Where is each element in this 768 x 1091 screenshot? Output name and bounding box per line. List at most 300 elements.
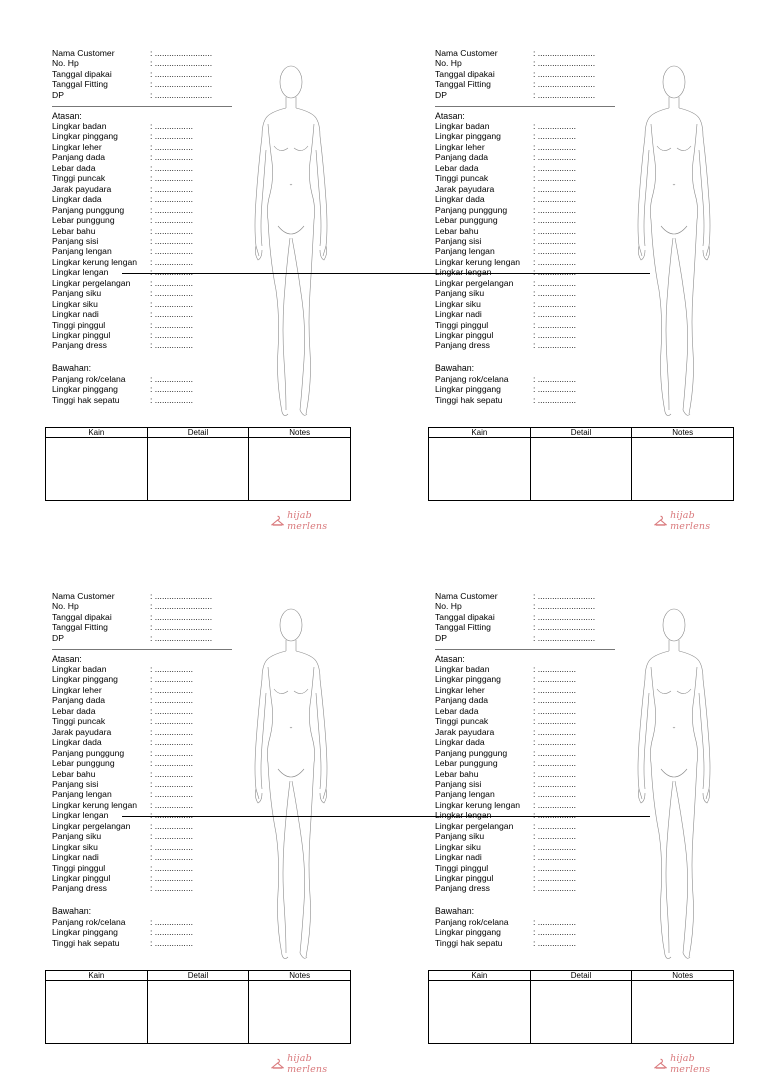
field-blank: : ........................ [533, 591, 596, 601]
table-col-kain [429, 971, 531, 1043]
field-blank: : ................ [533, 141, 576, 152]
field-label: Jarak payudara [52, 726, 112, 737]
field-blank: : ................ [150, 319, 193, 330]
field-label: Lingkar leher [52, 141, 102, 152]
field-blank: : ................ [533, 121, 576, 131]
notes-table [428, 427, 734, 501]
form-field-row [52, 79, 212, 89]
field-blank: : ................ [533, 758, 576, 769]
field-blank: : ................ [150, 131, 193, 142]
form-field-row [52, 173, 193, 183]
field-blank: : ................ [533, 695, 576, 706]
form-field-row [52, 90, 212, 100]
field-label: Lingkar badan [52, 664, 107, 674]
field-blank: : ................ [150, 141, 193, 152]
form-field-row [435, 938, 576, 948]
field-blank: : ................ [150, 374, 193, 384]
form-field-row [52, 184, 193, 194]
field-blank: : ................ [533, 384, 576, 395]
field-label: Lebar dada [435, 162, 479, 173]
field-blank: : ................ [533, 267, 576, 278]
form-field-row [52, 706, 193, 716]
field-label: Nama Customer [52, 48, 115, 58]
form-field-row [435, 779, 576, 789]
field-label: Tanggal Fitting [435, 622, 491, 633]
form-field-row [52, 226, 193, 236]
field-label: Lingkar lengan [435, 267, 492, 278]
field-blank: : ................ [533, 883, 576, 894]
form-field-row [52, 748, 193, 758]
field-blank: : ................ [150, 768, 193, 779]
form-field-row [435, 633, 595, 643]
hanger-icon [271, 1058, 284, 1070]
field-blank: : ................ [533, 726, 576, 737]
field-blank: : ................ [150, 256, 193, 267]
form-field-row [435, 121, 576, 131]
strike-line [122, 273, 650, 274]
section-title-atasan: Atasan: [52, 111, 82, 121]
field-blank: : ................ [533, 768, 576, 779]
form-field-row [52, 246, 193, 256]
field-label: Panjang dress [435, 883, 490, 894]
field-blank: : ................ [150, 695, 193, 706]
field-label: Panjang punggung [435, 204, 508, 215]
form-field-row [435, 374, 576, 384]
field-label: Panjang rok/celana [52, 374, 126, 384]
section-title-bawahan: Bawahan: [52, 906, 92, 916]
form-field-row [435, 131, 576, 141]
field-label: Jarak payudara [435, 726, 495, 737]
form-field-row [435, 727, 576, 737]
field-label: Lingkar pergelangan [435, 277, 514, 288]
form-field-row [435, 184, 576, 194]
field-blank: : ................ [150, 841, 193, 852]
form-field-row [52, 236, 193, 246]
form-field-row [52, 883, 193, 893]
field-blank: : ........................ [533, 79, 596, 90]
field-label: Lebar bahu [435, 768, 479, 779]
form-field-row [52, 831, 193, 841]
field-label: Lingkar pinggang [435, 674, 501, 685]
form-field-row [435, 299, 576, 309]
field-blank: : ........................ [533, 68, 596, 79]
croquis-figure [633, 60, 715, 420]
field-label: No. Hp [435, 601, 462, 612]
form-field-row [435, 591, 595, 601]
field-blank: : ................ [150, 121, 193, 131]
field-blank: : ................ [533, 674, 576, 685]
field-label: Tinggi puncak [435, 716, 489, 727]
field-label: Lingkar kerung lengan [435, 256, 521, 267]
field-label: Panjang rok/celana [435, 917, 509, 927]
field-label: Panjang siku [52, 831, 102, 842]
field-label: Lingkar lengan [52, 267, 109, 278]
field-blank: : ................ [533, 235, 576, 246]
field-label: Lingkar lengan [435, 810, 492, 821]
field-blank: : ................ [150, 235, 193, 246]
form-field-row [435, 873, 576, 883]
field-label: Lebar dada [435, 705, 479, 716]
form-field-row [435, 163, 576, 173]
table-header: Kain [429, 428, 530, 438]
field-label: No. Hp [435, 58, 462, 69]
field-label: Tinggi hak sepatu [435, 937, 503, 948]
croquis-figure [250, 603, 332, 963]
field-label: Lingkar siku [435, 841, 481, 852]
field-label: Lingkar lengan [52, 810, 109, 821]
table-col-kain [429, 428, 531, 500]
field-label: Lingkar kerung lengan [435, 799, 521, 810]
form-field-row [435, 716, 576, 726]
form-field-row [52, 299, 193, 309]
field-blank: : ........................ [150, 79, 213, 90]
field-label: Lebar bahu [52, 768, 96, 779]
field-label: Panjang lengan [435, 789, 495, 800]
field-label: Lingkar nadi [435, 852, 482, 863]
field-label: Tinggi puncak [435, 173, 489, 184]
field-blank: : ................ [533, 917, 576, 927]
form-field-row [52, 69, 212, 79]
form-field-row [52, 152, 193, 162]
field-blank: : ................ [533, 225, 576, 236]
table-col-notes [249, 971, 350, 1043]
field-label: Panjang dada [52, 695, 106, 706]
brand-name: hijab merlens [670, 510, 711, 532]
field-label: Tanggal dipakai [52, 68, 112, 79]
form-field-row [435, 601, 595, 611]
field-label: Tinggi puncak [52, 716, 106, 727]
notes-table [45, 970, 351, 1044]
field-blank: : ................ [533, 298, 576, 309]
field-blank: : ................ [533, 131, 576, 142]
form-field-row [435, 48, 595, 58]
field-blank: : ................ [533, 841, 576, 852]
brand-logo [271, 510, 351, 532]
field-blank: : ................ [150, 298, 193, 309]
field-blank: : ................ [533, 799, 576, 810]
section-title-atasan: Atasan: [52, 654, 82, 664]
form-field-row [52, 927, 193, 937]
field-label: Lingkar nadi [52, 852, 99, 863]
field-label: Lingkar dada [52, 194, 102, 205]
form-field-row [52, 340, 193, 350]
table-header: Detail [148, 971, 249, 981]
field-label: Panjang lengan [435, 246, 495, 257]
field-blank: : ................ [533, 246, 576, 257]
field-blank: : ........................ [533, 611, 596, 622]
table-header: Notes [249, 971, 350, 981]
form-field-row [435, 330, 576, 340]
field-blank: : ................ [533, 152, 576, 163]
field-blank: : ................ [150, 162, 193, 173]
field-label: Lebar bahu [435, 225, 479, 236]
field-blank: : ........................ [150, 632, 213, 643]
table-header: Detail [148, 428, 249, 438]
measurement-form [433, 48, 763, 548]
field-blank: : ................ [150, 810, 193, 821]
field-blank: : ................ [150, 852, 193, 863]
form-field-row [52, 142, 193, 152]
form-field-row [435, 821, 576, 831]
field-blank: : ........................ [533, 89, 596, 100]
field-blank: : ........................ [150, 48, 213, 58]
form-field-row [435, 152, 576, 162]
field-label: Lingkar kerung lengan [52, 256, 138, 267]
field-label: Panjang punggung [435, 747, 508, 758]
section-title-atasan: Atasan: [435, 654, 465, 664]
form-field-row [435, 309, 576, 319]
table-col-detail [531, 971, 633, 1043]
field-label: Lebar punggung [435, 215, 498, 226]
table-header: Notes [632, 428, 733, 438]
field-label: Lebar dada [52, 162, 96, 173]
section-title-bawahan: Bawahan: [435, 363, 475, 373]
field-label: Panjang dada [435, 152, 489, 163]
form-field-row [52, 288, 193, 298]
field-blank: : ................ [150, 883, 193, 894]
form-field-row [52, 633, 212, 643]
field-blank: : ................ [150, 737, 193, 748]
form-field-row [52, 257, 193, 267]
table-col-detail [148, 971, 250, 1043]
field-label: Nama Customer [435, 48, 498, 58]
field-label: Panjang siku [435, 288, 485, 299]
table-col-notes [249, 428, 350, 500]
form-field-row [52, 873, 193, 883]
form-field-row [435, 246, 576, 256]
form-field-row [435, 194, 576, 204]
field-label: Lingkar dada [435, 737, 485, 748]
field-label: Panjang sisi [52, 235, 99, 246]
form-field-row [52, 821, 193, 831]
field-blank: : ................ [150, 726, 193, 737]
field-blank: : ........................ [533, 601, 596, 612]
field-label: Lingkar leher [435, 141, 485, 152]
field-label: Tanggal Fitting [435, 79, 491, 90]
field-blank: : ................ [150, 394, 193, 405]
field-blank: : ................ [150, 917, 193, 927]
measurement-form [50, 48, 380, 548]
field-label: Lingkar leher [435, 684, 485, 695]
form-field-row [435, 79, 595, 89]
field-blank: : ................ [150, 173, 193, 184]
form-field-row [52, 800, 193, 810]
brand-name: hijab merlens [670, 1053, 711, 1075]
field-label: Jarak payudara [52, 183, 112, 194]
field-blank: : ................ [533, 747, 576, 758]
field-blank: : ................ [533, 256, 576, 267]
field-blank: : ................ [533, 852, 576, 863]
field-label: Tinggi pinggul [435, 319, 489, 330]
form-field-row [52, 309, 193, 319]
field-blank: : ........................ [150, 58, 213, 69]
field-blank: : ................ [150, 664, 193, 674]
field-label: Lebar punggung [52, 758, 115, 769]
field-label: Lingkar badan [435, 664, 490, 674]
field-blank: : ................ [150, 215, 193, 226]
field-blank: : ................ [533, 394, 576, 405]
field-blank: : ................ [150, 747, 193, 758]
field-blank: : ................ [150, 225, 193, 236]
form-field-row [52, 917, 193, 927]
form-field-row [435, 748, 576, 758]
form-field-row [52, 758, 193, 768]
measurement-form [433, 591, 763, 1091]
divider [52, 649, 232, 650]
field-blank: : ................ [150, 204, 193, 215]
field-label: Panjang dress [52, 340, 107, 351]
field-blank: : ................ [533, 937, 576, 948]
form-field-row [435, 769, 576, 779]
field-blank: : ........................ [533, 622, 596, 633]
table-header: Notes [249, 428, 350, 438]
form-field-row [52, 131, 193, 141]
field-label: Lingkar badan [52, 121, 107, 131]
table-col-kain [46, 428, 148, 500]
field-label: Tinggi pinggul [52, 862, 106, 873]
field-label: Tinggi puncak [52, 173, 106, 184]
field-blank: : ................ [533, 820, 576, 831]
notes-table [45, 427, 351, 501]
hanger-icon [654, 515, 667, 527]
form-field-row [435, 831, 576, 841]
field-blank: : ................ [533, 862, 576, 873]
field-label: Lebar punggung [435, 758, 498, 769]
brand-logo [654, 510, 734, 532]
form-field-row [52, 194, 193, 204]
form-field-row [52, 622, 212, 632]
field-blank: : ................ [533, 810, 576, 821]
field-blank: : ................ [533, 215, 576, 226]
field-blank: : ................ [150, 267, 193, 278]
field-blank: : ................ [150, 183, 193, 194]
field-label: Nama Customer [435, 591, 498, 601]
form-field-row [52, 601, 212, 611]
field-label: Lingkar pergelangan [52, 820, 131, 831]
form-field-row [435, 685, 576, 695]
field-blank: : ................ [150, 799, 193, 810]
field-label: Panjang sisi [435, 235, 482, 246]
field-label: DP [435, 89, 447, 100]
form-field-row [435, 236, 576, 246]
field-label: Lingkar pinggul [52, 330, 111, 340]
field-label: Lingkar leher [52, 684, 102, 695]
field-blank: : ................ [150, 758, 193, 769]
form-field-row [52, 727, 193, 737]
form-field-row [435, 622, 595, 632]
strike-line [122, 816, 650, 817]
field-label: No. Hp [52, 58, 79, 69]
field-blank: : ................ [150, 340, 193, 351]
field-label: Lebar punggung [52, 215, 115, 226]
form-field-row [435, 706, 576, 716]
field-label: Lingkar siku [435, 298, 481, 309]
field-blank: : ................ [533, 330, 576, 340]
field-blank: : ................ [533, 277, 576, 288]
form-field-row [52, 737, 193, 747]
form-field-row [435, 340, 576, 350]
form-field-row [52, 852, 193, 862]
field-label: DP [435, 632, 447, 643]
field-label: Panjang rok/celana [435, 374, 509, 384]
field-blank: : ................ [150, 384, 193, 395]
field-blank: : ................ [150, 789, 193, 800]
field-label: Nama Customer [52, 591, 115, 601]
form-field-row [435, 758, 576, 768]
field-label: Panjang dress [435, 340, 490, 351]
form-field-row [435, 664, 576, 674]
brand-name: hijab merlens [287, 1053, 328, 1075]
field-label: Lingkar pinggang [435, 927, 501, 938]
table-col-detail [148, 428, 250, 500]
notes-table [428, 970, 734, 1044]
field-blank: : ........................ [150, 89, 213, 100]
field-label: Lingkar pergelangan [435, 820, 514, 831]
form-field-row [435, 69, 595, 79]
form-field-row [435, 395, 576, 405]
brand-logo [654, 1053, 734, 1075]
form-field-row [435, 789, 576, 799]
field-label: Lingkar pinggul [52, 873, 111, 883]
form-field-row [435, 257, 576, 267]
field-blank: : ................ [150, 152, 193, 163]
form-field-row [52, 612, 212, 622]
form-field-row [52, 685, 193, 695]
field-label: Panjang punggung [52, 747, 125, 758]
field-blank: : ........................ [150, 591, 213, 601]
form-field-row [52, 374, 193, 384]
field-label: Lingkar kerung lengan [52, 799, 138, 810]
table-col-detail [531, 428, 633, 500]
table-header: Notes [632, 971, 733, 981]
field-label: Tanggal Fitting [52, 622, 108, 633]
field-label: Panjang dress [52, 883, 107, 894]
table-col-kain [46, 971, 148, 1043]
form-field-row [52, 330, 193, 340]
form-field-row [52, 163, 193, 173]
field-label: Panjang sisi [435, 778, 482, 789]
field-blank: : ........................ [150, 68, 213, 79]
field-label: Panjang rok/celana [52, 917, 126, 927]
form-field-row [52, 938, 193, 948]
field-label: Tinggi hak sepatu [435, 394, 503, 405]
field-blank: : ................ [150, 862, 193, 873]
hanger-icon [271, 515, 284, 527]
form-field-row [435, 142, 576, 152]
field-label: Panjang punggung [52, 204, 125, 215]
field-blank: : ........................ [150, 622, 213, 633]
field-label: Tinggi hak sepatu [52, 394, 120, 405]
field-blank: : ................ [150, 277, 193, 288]
form-field-row [435, 278, 576, 288]
croquis-figure [633, 603, 715, 963]
field-label: Panjang lengan [52, 789, 112, 800]
field-blank: : ................ [150, 309, 193, 320]
table-header: Kain [46, 428, 147, 438]
field-label: Lingkar pergelangan [52, 277, 131, 288]
form-field-row [435, 384, 576, 394]
field-label: Lingkar pinggang [52, 131, 118, 142]
form-field-row [52, 384, 193, 394]
form-field-row [435, 800, 576, 810]
field-label: Lingkar pinggang [435, 384, 501, 395]
field-label: Lingkar badan [435, 121, 490, 131]
field-label: Lebar dada [52, 705, 96, 716]
form-field-row [52, 58, 212, 68]
form-field-row [52, 863, 193, 873]
field-blank: : ................ [533, 204, 576, 215]
field-label: Panjang siku [435, 831, 485, 842]
